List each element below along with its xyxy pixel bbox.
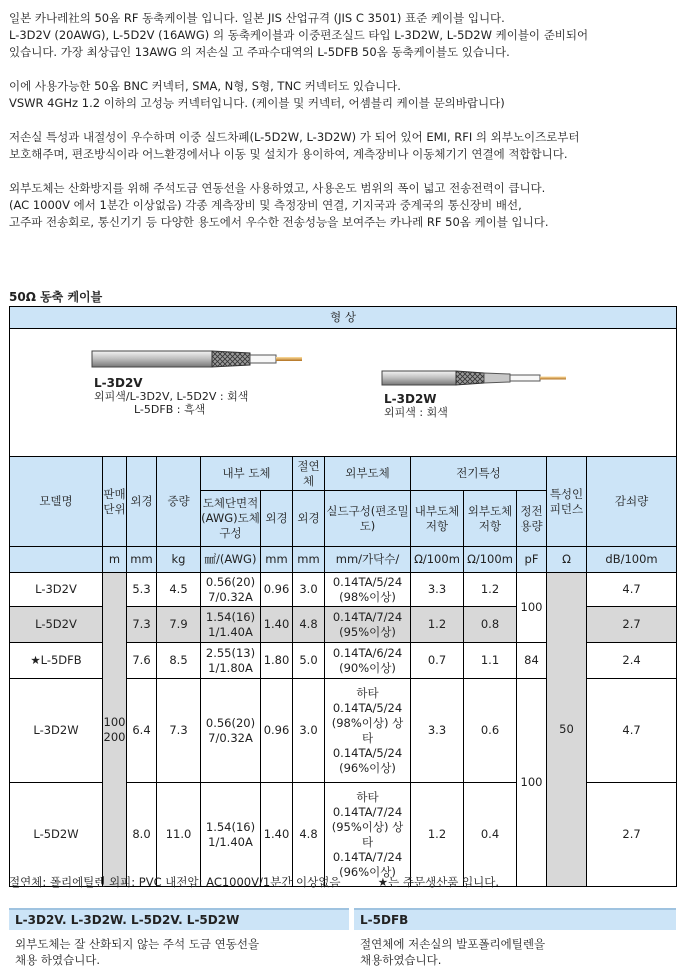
inner-res-cell: 1.2	[411, 783, 464, 887]
header-impedance: 특성인피던스	[547, 457, 587, 547]
header-outer-conductor: 외부도체	[325, 457, 411, 491]
atten-cell: 4.7	[587, 679, 677, 783]
model-cell: L-3D2V	[10, 573, 103, 607]
outer-res-cell: 1.2	[464, 573, 517, 607]
insul-od-cell: 3.0	[293, 573, 325, 607]
model-cell: L-5D2V	[10, 607, 103, 643]
unit-attenuation: dB/100m	[587, 547, 677, 573]
table-row	[10, 573, 677, 607]
shield-cell: 하타 0.14TA/5/24 (98%이상) 상타 0.14TA/5/24 (96%이상)	[325, 679, 411, 783]
impedance-value: 50	[547, 573, 587, 887]
bottom-left-title: L-3D2V. L-3D2W. L-5D2V. L-5D2W	[9, 908, 349, 930]
l3d2w-cable-icon	[382, 371, 566, 385]
spec-table	[9, 306, 677, 887]
header-shield: 실드구성(편조밀도)	[325, 491, 411, 547]
insul-od-cell: 4.8	[293, 607, 325, 643]
header-capacitance: 정전용량	[517, 491, 547, 547]
weight-cell: 7.9	[157, 607, 201, 643]
cross-section-cell: 1.54(16) 1/1.40A	[201, 783, 261, 887]
unit-shield: mm/가닥수/	[325, 547, 411, 573]
inner-od-cell: 1.40	[261, 607, 293, 643]
atten-cell: 4.7	[587, 573, 677, 607]
atten-cell: 2.7	[587, 607, 677, 643]
header-weight: 중량	[157, 457, 201, 547]
unit-od: mm	[127, 547, 157, 573]
cable-images	[10, 329, 677, 457]
od-cell: 7.3	[127, 607, 157, 643]
insul-od-cell: 3.0	[293, 679, 325, 783]
cross-section-cell: 0.56(20) 7/0.32A	[201, 573, 261, 607]
insul-od-cell: 5.0	[293, 643, 325, 679]
model-cell: L-3D2W	[10, 679, 103, 783]
weight-cell: 4.5	[157, 573, 201, 607]
insul-od-cell: 4.8	[293, 783, 325, 887]
od-cell: 6.4	[127, 679, 157, 783]
header-insulator: 절연체	[293, 457, 325, 491]
od-cell: 8.0	[127, 783, 157, 887]
intro-paragraph-4: 외부도체는 산화방지를 위해 주석도금 연동선을 사용하였고, 사용온도 범위의 폭이 넓고 전송전력이 큽니다. (AC 1000V 에서 1분간 이상없음) 각종 계측장비 및 측정장비 연결, 기지국과 중계국의 통신장비 배선, 고주파 전송회로, 통신기기 등 다양한 용도에서 우수한 전송성능을 보여주는 카나레 RF 50옴 케이블 입니다.	[9, 181, 549, 229]
bottom-right-text: 절연체에 저손실의 발포폴리에틸렌을 채용하였습니다.	[360, 937, 546, 967]
header-inner-res: 내부도체저항	[411, 491, 464, 547]
header-outer-dia: 외경	[127, 457, 157, 547]
shield-cell: 0.14TA/7/24 (95%이상)	[325, 607, 411, 643]
header-attenuation: 감쇠량	[587, 457, 677, 547]
cross-section-cell: 0.56(20) 7/0.32A	[201, 679, 261, 783]
weight-cell: 7.3	[157, 679, 201, 783]
header-insul-od: 외경	[293, 491, 325, 547]
shape-header: 형 상	[10, 307, 677, 329]
l3d2v-label: L-3D2V 외피색/L-3D2V, L-5D2V : 회색 L-5DFB : 흑색	[94, 376, 249, 416]
header-electrical: 전기특성	[411, 457, 547, 491]
l3d2v-cable-icon	[92, 351, 302, 367]
shield-cell: 하타 0.14TA/7/24 (95%이상) 상타 0.14TA/7/24 (96%이상)	[325, 783, 411, 887]
header-cross-section: 도체단면적(AWG)도체구성	[201, 491, 261, 547]
section-title: 50Ω 동축 케이블	[9, 290, 103, 304]
inner-res-cell: 1.2	[411, 607, 464, 643]
header-sales-unit: 판매단위	[103, 457, 127, 547]
shield-cell: 0.14TA/5/24 (98%이상)	[325, 573, 411, 607]
unit-weight: kg	[157, 547, 201, 573]
od-cell: 5.3	[127, 573, 157, 607]
outer-res-cell: 0.4	[464, 783, 517, 887]
unit-inner-od: mm	[261, 547, 293, 573]
inner-od-cell: 0.96	[261, 573, 293, 607]
intro-paragraph-1: 일본 카나레社의 50옴 RF 동축케이블 입니다. 일본 JIS 산업규격 (JIS C 3501) 표준 케이블 입니다. L-3D2V (20AWG), L-5D2V (16AWG) 의 동축케이블과 이중편조실드 타입 L-3D2W, L-5D2W 케이블이 준비되어 있습니다. 가장 최상급인 13AWG 의 저손실 고 주파수대역의 L-5DFB 50옴 동축케이블도 있습니다.	[9, 11, 589, 59]
capacitance-top: 100	[517, 573, 547, 643]
outer-res-cell: 0.8	[464, 607, 517, 643]
inner-res-cell: 0.7	[411, 643, 464, 679]
od-cell: 7.6	[127, 643, 157, 679]
intro-paragraph-2: 이에 사용가능한 50옴 BNC 커넥터, SMA, N형, S형, TNC 커넥터도 있습니다. VSWR 4GHz 1.2 이하의 고성능 커넥터입니다. (케이블 및 커넥터, 어셈블리 케이블 문의바랍니다)	[9, 79, 505, 110]
header-inner-od: 외경	[261, 491, 293, 547]
header-model: 모델명	[10, 457, 103, 547]
inner-res-cell: 3.3	[411, 573, 464, 607]
atten-cell: 2.7	[587, 783, 677, 887]
model-cell: L-5D2W	[10, 783, 103, 887]
unit-inner-res: Ω/100m	[411, 547, 464, 573]
atten-cell: 2.4	[587, 643, 677, 679]
inner-od-cell: 1.80	[261, 643, 293, 679]
capacitance-bottom: 100	[517, 679, 547, 887]
model-cell: ★L-5DFB	[10, 643, 103, 679]
header-outer-res: 외부도체저항	[464, 491, 517, 547]
intro-text	[9, 10, 679, 248]
unit-cross-section: ㎟/(AWG)	[201, 547, 261, 573]
bottom-right-title: L-5DFB	[354, 908, 676, 930]
header-inner-conductor: 내부 도체	[201, 457, 293, 491]
unit-sales: m	[103, 547, 127, 573]
l3d2w-label: L-3D2W 외피색 : 회색	[384, 392, 448, 419]
shield-cell: 0.14TA/6/24 (90%이상)	[325, 643, 411, 679]
unit-impedance: Ω	[547, 547, 587, 573]
table-footnote: 절연체: 폴리에틸렌 외피: PVC 내전압: AC1000V/1분간 이상없음 ★는 주문생산품 입니다.	[9, 875, 500, 889]
weight-cell: 8.5	[157, 643, 201, 679]
inner-od-cell: 0.96	[261, 679, 293, 783]
unit-outer-res: Ω/100m	[464, 547, 517, 573]
cross-section-cell: 1.54(16) 1/1.40A	[201, 607, 261, 643]
weight-cell: 11.0	[157, 783, 201, 887]
intro-paragraph-3: 저손실 특성과 내절성이 우수하며 이중 실드차폐(L-5D2W, L-3D2W) 가 되어 있어 EMI, RFI 의 외부노이즈로부터 보호해주며, 편조방식이라 어느환경에서나 이동 및 설치가 용이하여, 계측장비나 이동체기기 연결에 적합합니다.	[9, 130, 580, 161]
capacitance-cell: 84	[517, 643, 547, 679]
outer-res-cell: 1.1	[464, 643, 517, 679]
cross-section-cell: 2.55(13) 1/1.80A	[201, 643, 261, 679]
unit-capacitance: pF	[517, 547, 547, 573]
inner-res-cell: 3.3	[411, 679, 464, 783]
outer-res-cell: 0.6	[464, 679, 517, 783]
bottom-left-text: 외부도체는 잘 산화되지 않는 주석 도금 연동선을 채용 하였습니다.	[15, 937, 260, 967]
sales-unit-value: 100 200	[103, 573, 127, 887]
inner-od-cell: 1.40	[261, 783, 293, 887]
unit-insul-od: mm	[293, 547, 325, 573]
